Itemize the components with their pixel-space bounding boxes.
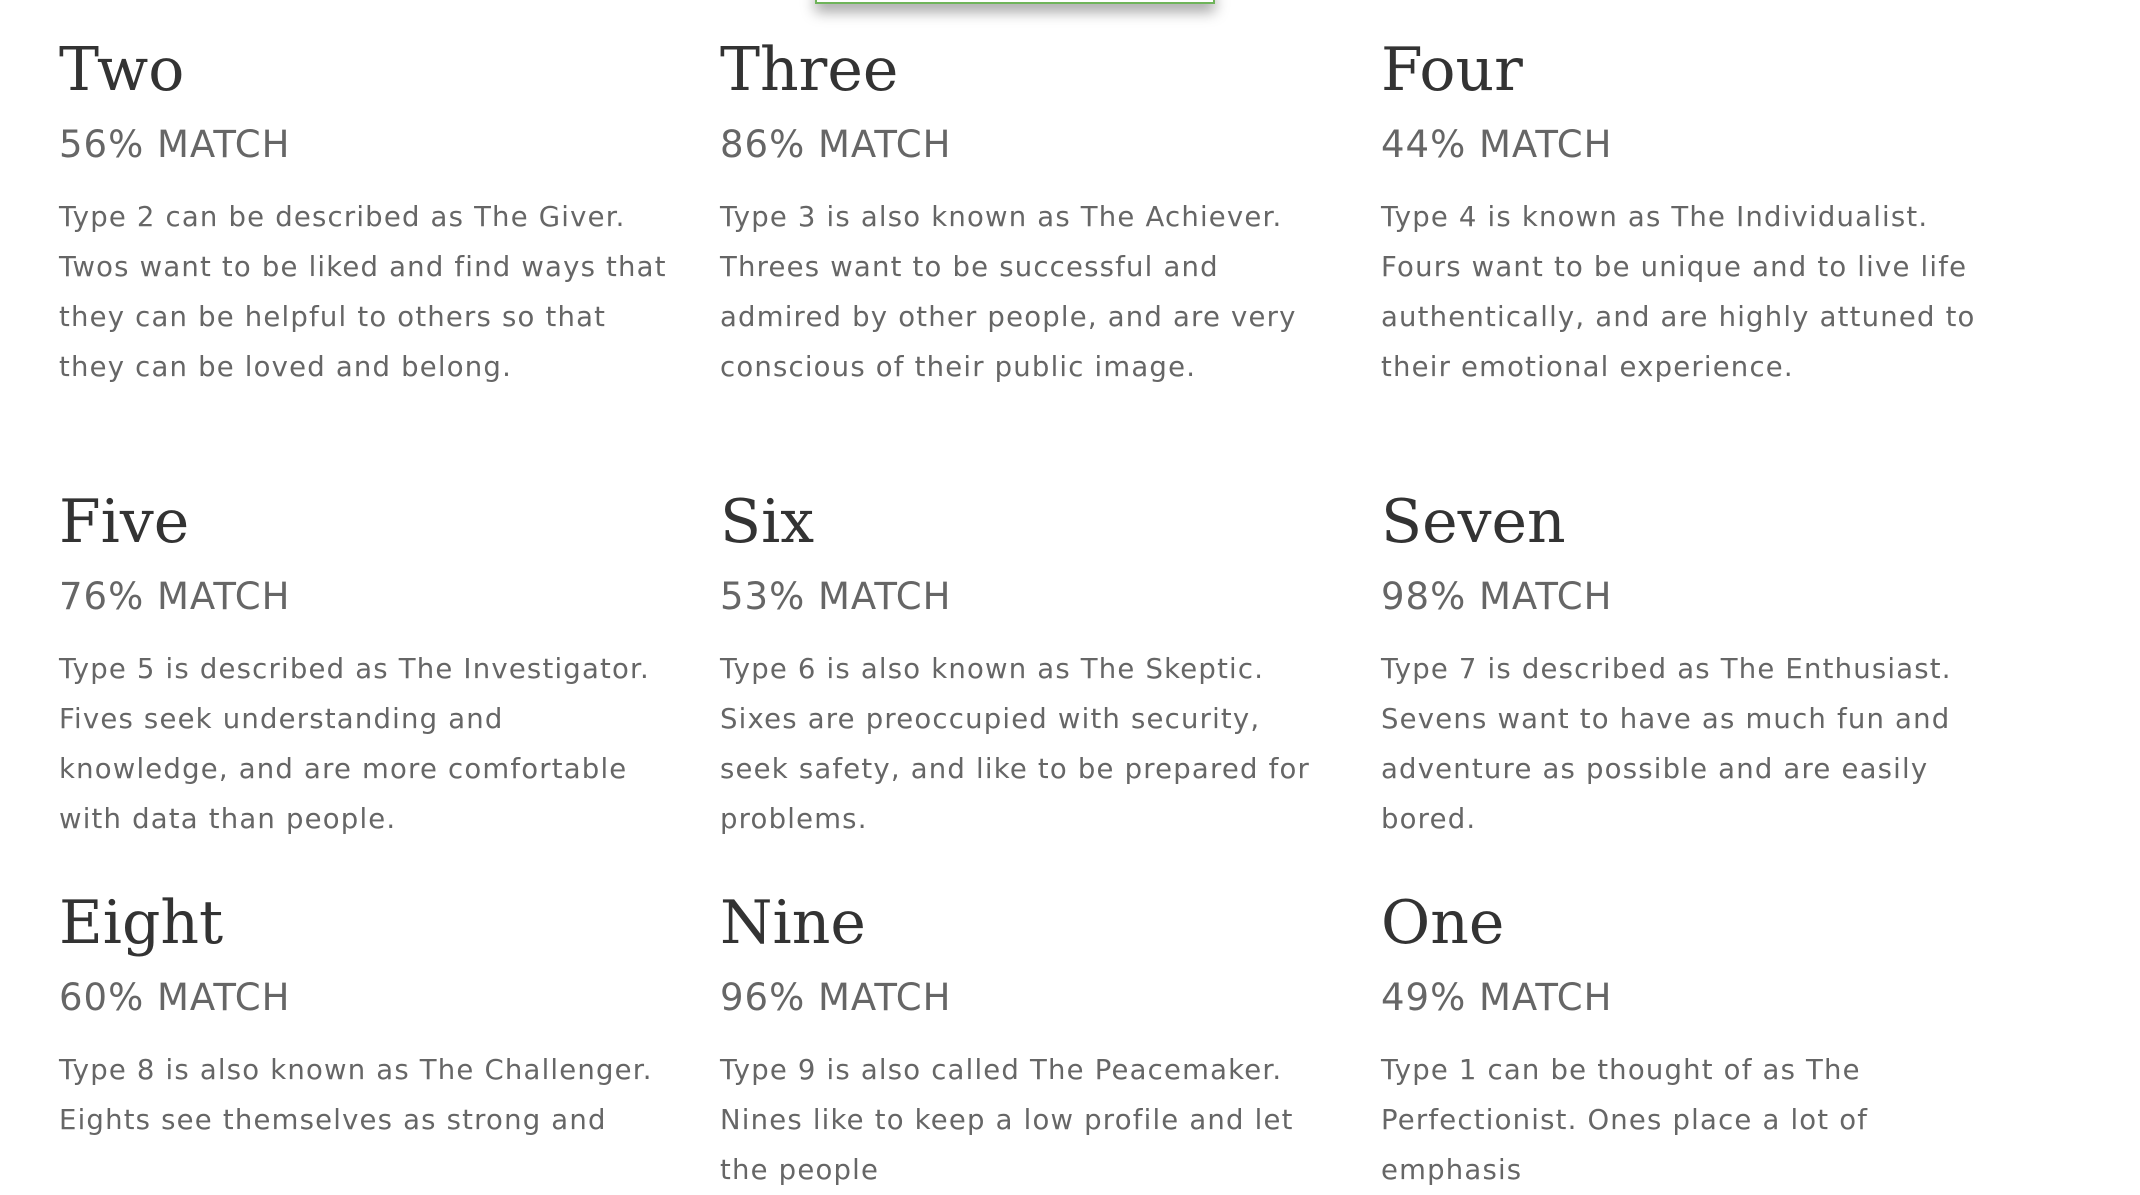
- type-description: Type 5 is described as The Investigator. Fives seek understanding and knowledge, and are more comfortable with data than people.: [59, 653, 650, 835]
- match-percent: 98% MATCH: [1381, 575, 1613, 618]
- type-card-three: [720, 35, 1330, 392]
- type-description: Type 8 is also known as The Challenger. Eights see themselves as strong and: [59, 1054, 653, 1136]
- type-name: Two: [59, 35, 185, 105]
- match-percent: 76% MATCH: [59, 575, 291, 618]
- type-description: Type 6 is also known as The Skeptic. Sixes are preoccupied with security, seek safety, and like to be prepared for problems.: [720, 653, 1310, 835]
- type-name: Six: [720, 487, 815, 557]
- type-card-seven: [1381, 487, 1991, 844]
- type-description: Type 9 is also called The Peacemaker. Nines like to keep a low profile and let the people: [720, 1054, 1294, 1186]
- type-card-five: [59, 487, 669, 844]
- type-name: Three: [720, 35, 899, 105]
- type-name: Eight: [59, 888, 224, 958]
- type-card-two: [59, 35, 669, 392]
- match-percent: 56% MATCH: [59, 123, 291, 166]
- type-description: Type 4 is known as The Individualist. Fours want to be unique and to live life authentically, and are highly attuned to their emotional experience.: [1381, 201, 1976, 383]
- match-percent: 49% MATCH: [1381, 976, 1613, 1019]
- type-description: Type 2 can be described as The Giver. Twos want to be liked and find ways that they can be helpful to others so that they can be loved and belong.: [59, 201, 667, 383]
- type-description: Type 7 is described as The Enthusiast. Sevens want to have as much fun and adventure as possible and are easily bored.: [1381, 653, 1952, 835]
- type-name: Five: [59, 487, 190, 557]
- type-card-four: [1381, 35, 1991, 392]
- type-name: Seven: [1381, 487, 1566, 557]
- type-name: Nine: [720, 888, 866, 958]
- type-card-eight: [59, 888, 669, 1145]
- type-card-one: [1381, 888, 1991, 1195]
- type-description: Type 3 is also known as The Achiever. Threes want to be successful and admired by other people, and are very conscious of their public image.: [720, 201, 1297, 383]
- type-name: One: [1381, 888, 1505, 958]
- type-name: Four: [1381, 35, 1523, 105]
- partial-top-button[interactable]: [815, 0, 1215, 4]
- match-percent: 44% MATCH: [1381, 123, 1613, 166]
- type-card-six: [720, 487, 1330, 844]
- match-percent: 86% MATCH: [720, 123, 952, 166]
- match-percent: 53% MATCH: [720, 575, 952, 618]
- type-card-nine: [720, 888, 1330, 1195]
- type-description: Type 1 can be thought of as The Perfectionist. Ones place a lot of emphasis: [1381, 1054, 1869, 1186]
- match-percent: 60% MATCH: [59, 976, 291, 1019]
- match-percent: 96% MATCH: [720, 976, 952, 1019]
